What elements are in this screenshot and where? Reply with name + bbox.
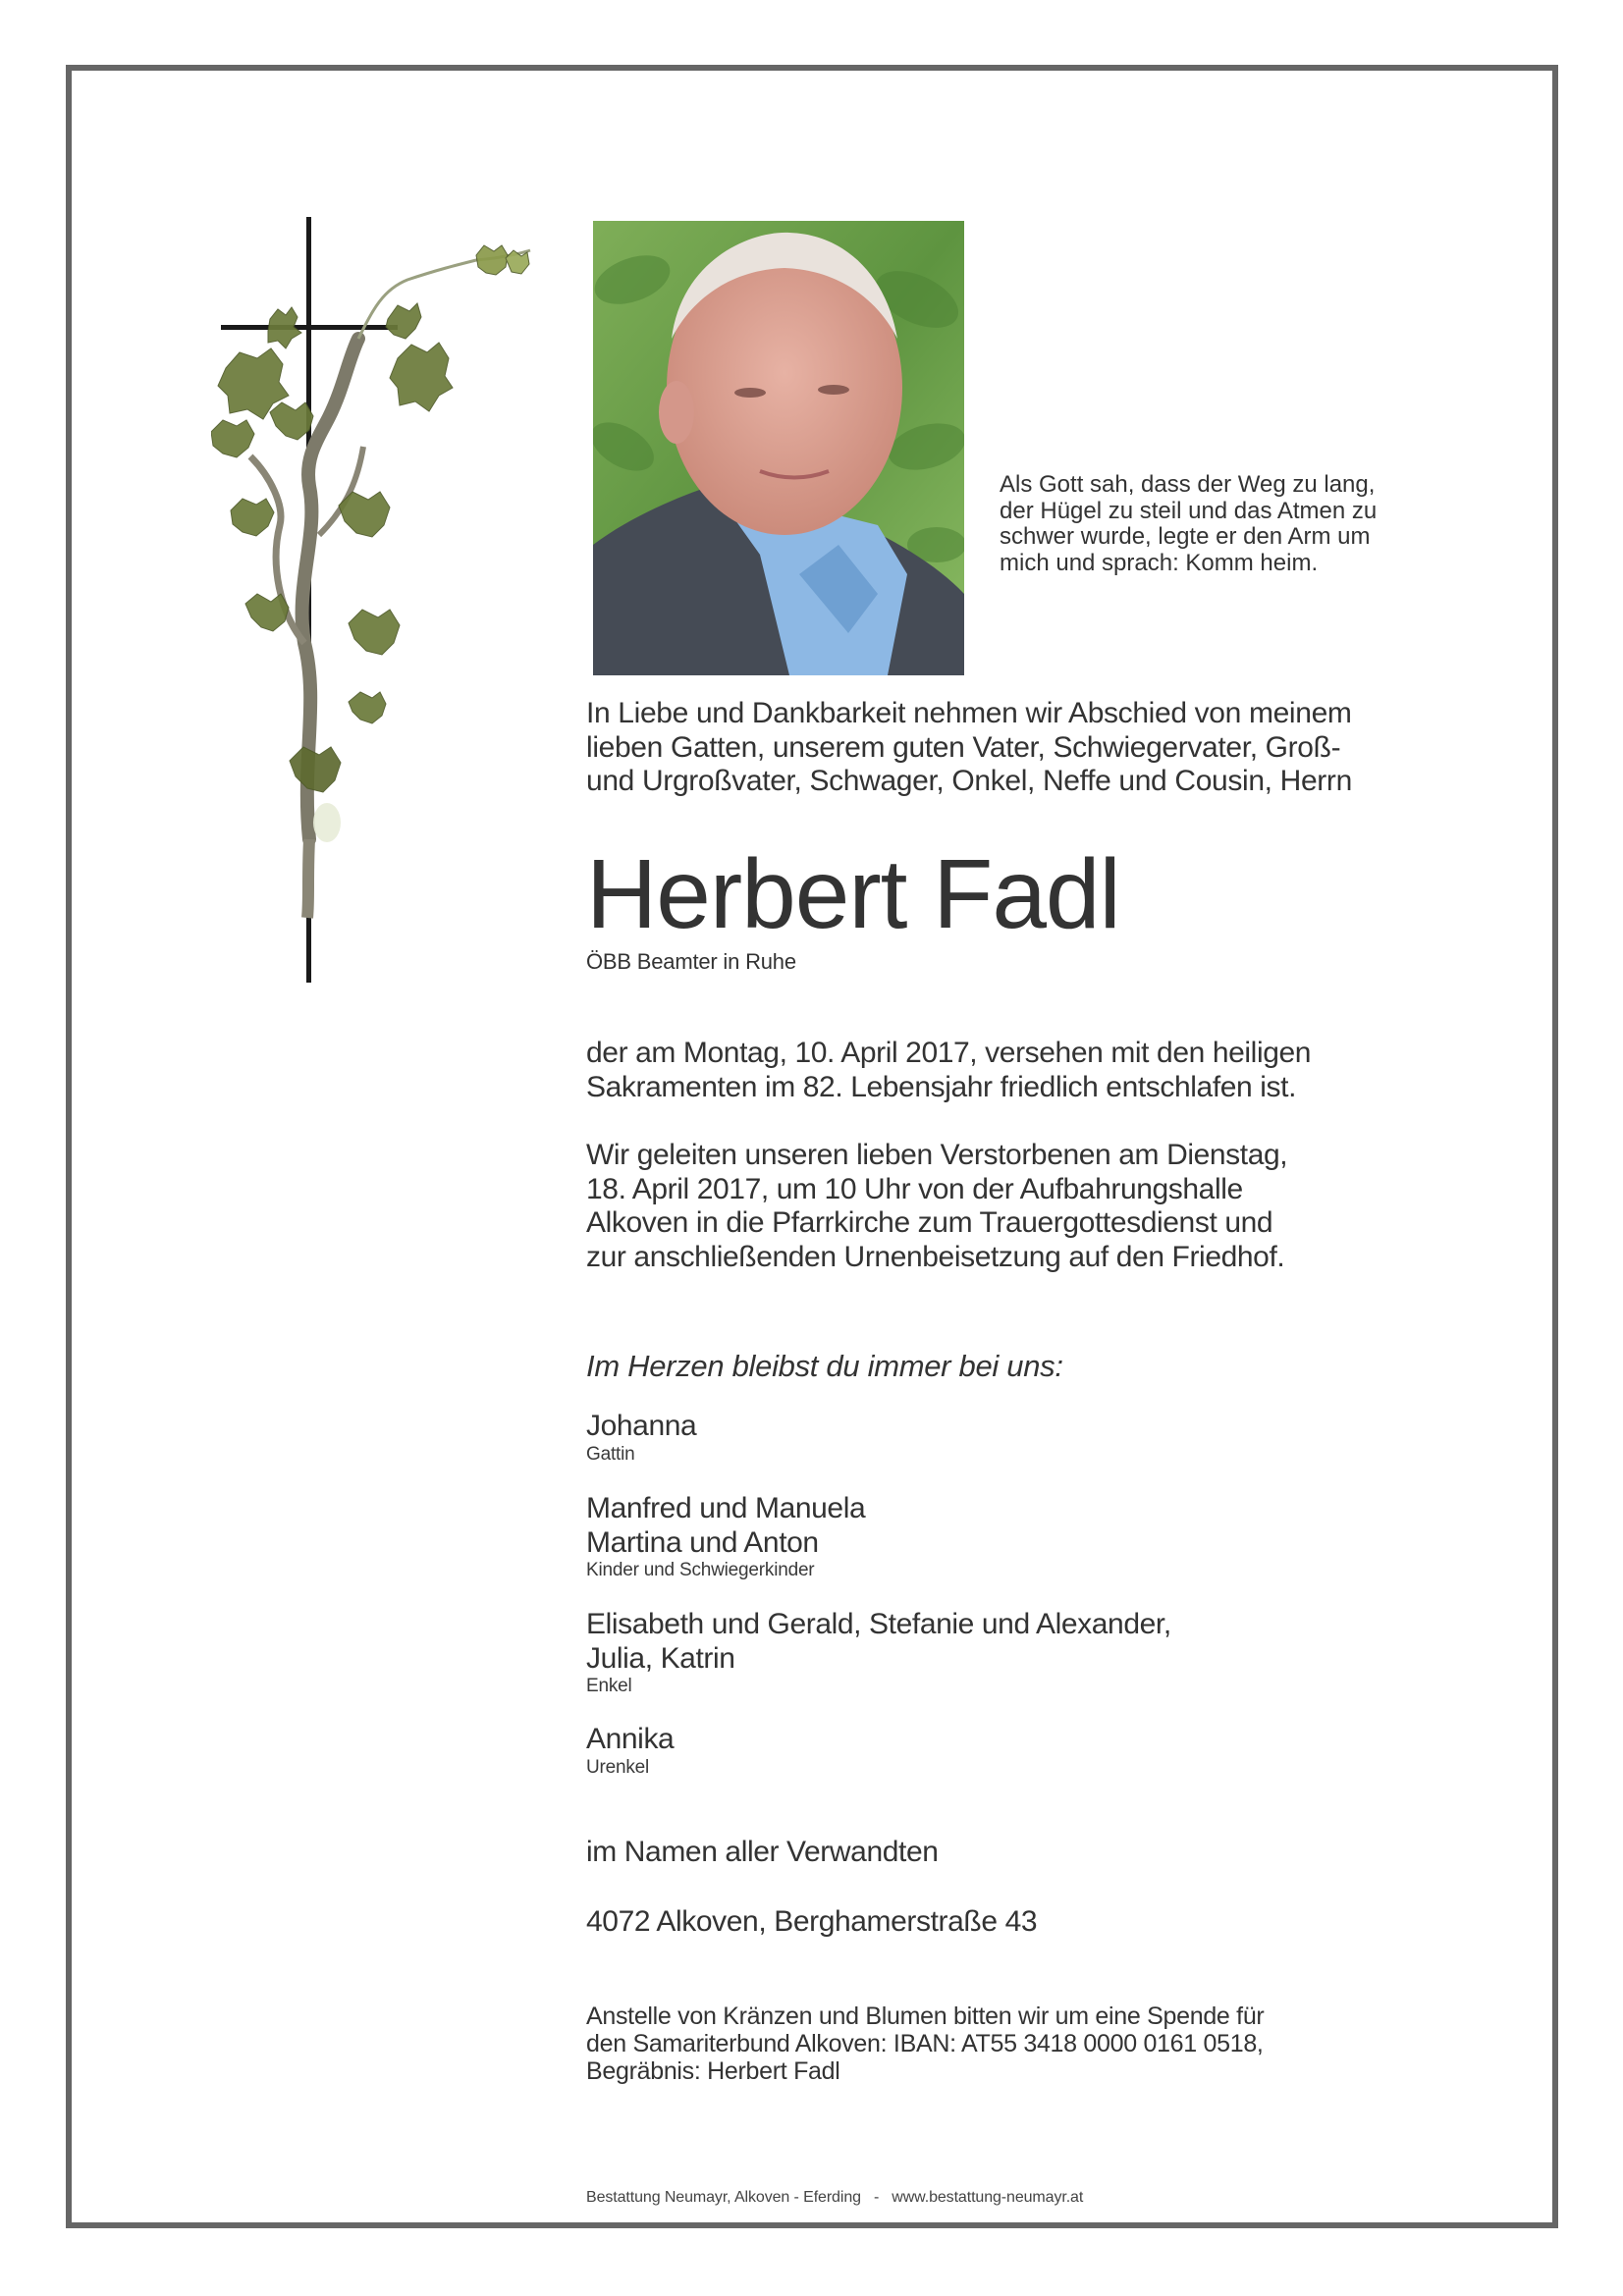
footer (586, 2188, 1083, 2208)
footer-company: Bestattung Neumayr, Alkoven - Eferding (586, 2189, 861, 2206)
heart-heading: Im Herzen bleibst du immer bei uns: (586, 1349, 1063, 1383)
death-line: Sakramenten im 82. Lebensjahr friedlich entschlafen ist. (586, 1070, 1297, 1103)
mourner-role: Urenkel (586, 1756, 650, 1778)
donation-paragraph (586, 2002, 1470, 2085)
mourner-role: Kinder und Schwiegerkinder (586, 1560, 815, 1580)
mourner-group (586, 1492, 865, 1581)
deceased-title: ÖBB Beamter in Ruhe (586, 949, 796, 974)
memorial-quote (1000, 472, 1461, 576)
mourner-group (586, 1410, 696, 1466)
mourner-role: Gattin (586, 1443, 635, 1465)
deceased-name: Herbert Fadl (586, 839, 1120, 949)
quote-line: Als Gott sah, dass der Weg zu lang, (1000, 471, 1376, 498)
mourner-name: Julia, Katrin (586, 1641, 735, 1675)
funeral-line: Wir geleiten unseren lieben Verstorbenen am Dienstag, (586, 1139, 1288, 1171)
quote-line: der Hügel zu steil und das Atmen zu (1000, 497, 1378, 524)
funeral-line: 18. April 2017, um 10 Uhr von der Aufbahrungshalle (586, 1172, 1243, 1205)
funeral-line: zur anschließenden Urnenbeisetzung auf den Friedhof. (586, 1240, 1285, 1273)
intro-line: lieben Gatten, unserem guten Vater, Schwiegervater, Groß- (586, 730, 1341, 764)
footer-separator: - (873, 2189, 880, 2206)
mourner-name: Annika (586, 1723, 675, 1755)
address: 4072 Alkoven, Berghamerstraße 43 (586, 1905, 1038, 1938)
mourner-name: Johanna (586, 1410, 697, 1442)
death-line: der am Montag, 10. April 2017, versehen mit den heiligen (586, 1037, 1312, 1069)
mourner-name: Manfred und Manuela (586, 1492, 866, 1524)
funeral-line: Alkoven in die Pfarrkirche zum Trauergottesdienst und (586, 1206, 1273, 1239)
donation-line: Anstelle von Kränzen und Blumen bitten wir um eine Spende für (586, 2002, 1265, 2030)
mourner-group (586, 1608, 1171, 1697)
footer-website-link[interactable]: www.bestattung-neumayr.at (892, 2189, 1084, 2206)
intro-paragraph (586, 697, 1470, 799)
intro-line: und Urgroßvater, Schwager, Onkel, Neffe und Cousin, Herrn (586, 765, 1352, 797)
mourner-name: Elisabeth und Gerald, Stefanie und Alexander, (586, 1608, 1171, 1640)
cross-with-vine-icon (211, 211, 535, 987)
quote-line: mich und sprach: Komm heim. (1000, 549, 1319, 576)
quote-line: schwer wurde, legte er den Arm um (1000, 523, 1371, 550)
closing-line: im Namen aller Verwandten (586, 1836, 939, 1868)
intro-line: In Liebe und Dankbarkeit nehmen wir Abschied von meinem (586, 697, 1352, 729)
mourner-group (586, 1723, 674, 1779)
mourner-name: Martina und Anton (586, 1525, 819, 1559)
death-paragraph (586, 1037, 1470, 1104)
donation-line: den Samariterbund Alkoven: IBAN: AT55 3418 0000 0161 0518, (586, 2030, 1264, 2057)
funeral-paragraph (586, 1139, 1470, 1274)
mourner-role: Enkel (586, 1676, 632, 1696)
donation-line: Begräbnis: Herbert Fadl (586, 2057, 840, 2085)
portrait-photo (593, 221, 964, 675)
